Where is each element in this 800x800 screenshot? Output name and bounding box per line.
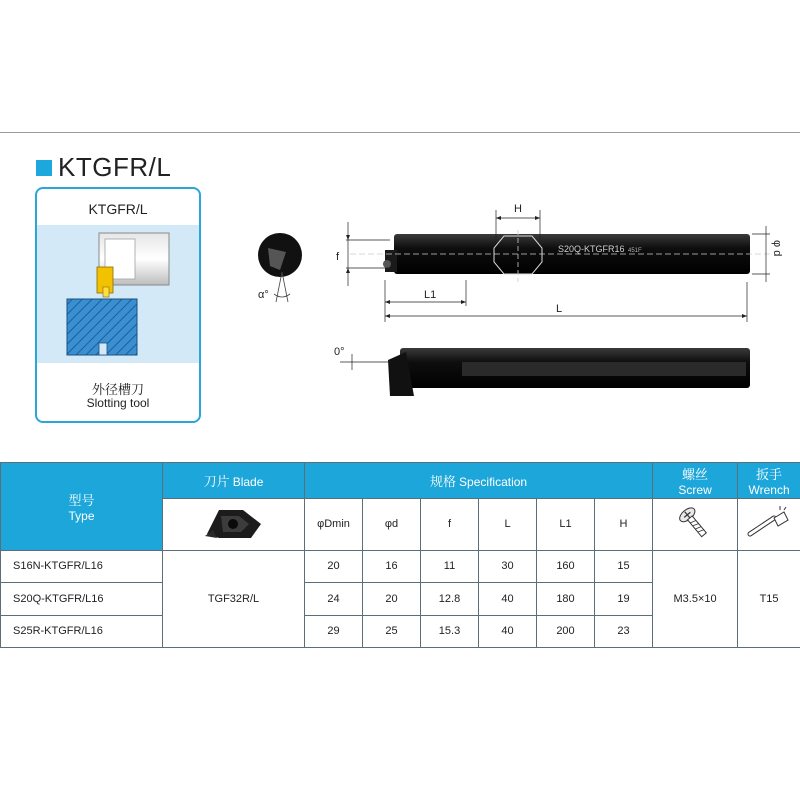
spec-col-f: f (421, 498, 479, 550)
blade-insert-icon (199, 504, 269, 544)
d-label: φ d (771, 240, 783, 257)
row-value: 40 (479, 615, 537, 647)
specification-table (0, 462, 800, 648)
profile-model-label: KTGFR/L (88, 201, 148, 217)
spec-header (305, 463, 653, 499)
row-value: 29 (305, 615, 363, 647)
row-value: 15 (595, 550, 653, 582)
l-label: L (556, 303, 563, 315)
wrench-header (738, 463, 800, 499)
screw-header-en: Screw (678, 482, 712, 497)
table-row (1, 550, 800, 582)
row-value: 24 (305, 583, 363, 615)
heading-square-icon (36, 160, 52, 176)
row-value: 15.3 (421, 615, 479, 647)
blade-header-en: Blade (232, 474, 264, 489)
row-value: 16 (363, 550, 421, 582)
alpha-angle-label: α° (258, 289, 269, 301)
row-value: 20 (305, 550, 363, 582)
bar-marking: S20Q-KTGFR16 (558, 244, 625, 254)
row-value: 20 (363, 583, 421, 615)
heading-title: KTGFR/L (58, 152, 172, 182)
type-header-cn: 型号 (68, 492, 95, 508)
blade-header (163, 463, 305, 499)
torx-wrench-icon (744, 504, 794, 544)
dimension-l (385, 280, 747, 322)
row-type: S25R-KTGFR/L16 (1, 615, 163, 647)
blade-header-cn: 刀片 (203, 473, 230, 489)
profile-caption-cn: 外径槽刀 (91, 382, 144, 397)
type-header-en: Type (68, 508, 95, 523)
wrench-image-cell (738, 498, 800, 550)
row-value: 12.8 (421, 583, 479, 615)
spec-header-en: Specification (459, 474, 528, 489)
bar-small-mark: 451F (628, 248, 642, 254)
end-view (258, 233, 302, 302)
tool-profile-box (35, 187, 201, 423)
profile-caption-en: Slotting tool (86, 396, 150, 410)
side-view-bar (334, 346, 750, 396)
top-view-bar (350, 230, 770, 282)
screw-value: M3.5×10 (653, 550, 738, 647)
blade-value: TGF32R/L (163, 550, 305, 647)
technical-drawing (240, 190, 800, 420)
spec-col-l1: L1 (537, 498, 595, 550)
spec-col-d: φd (363, 498, 421, 550)
spec-col-dmin: φDmin (305, 498, 363, 550)
screw-icon (675, 504, 715, 544)
row-value: 200 (537, 615, 595, 647)
l1-label: L1 (424, 289, 437, 301)
top-divider (0, 132, 800, 133)
screw-header-cn: 螺丝 (682, 466, 709, 482)
wrench-header-en: Wrench (748, 482, 790, 497)
row-value: 19 (595, 583, 653, 615)
row-value: 160 (537, 550, 595, 582)
row-value: 11 (421, 550, 479, 582)
spec-col-l: L (479, 498, 537, 550)
f-label: f (336, 251, 340, 263)
spec-col-h: H (595, 498, 653, 550)
blade-image-cell (163, 498, 305, 550)
page-bottom-space (0, 648, 800, 800)
row-value: 25 (363, 615, 421, 647)
h-label: H (514, 203, 522, 215)
row-type: S20Q-KTGFR/L16 (1, 583, 163, 615)
row-value: 180 (537, 583, 595, 615)
workpiece-illustration (37, 225, 199, 363)
row-type: S16N-KTGFR/L16 (1, 550, 163, 582)
row-value: 23 (595, 615, 653, 647)
type-header (1, 463, 163, 551)
zero-angle-label: 0° (334, 346, 345, 358)
row-value: 30 (479, 550, 537, 582)
spec-header-cn: 规格 (429, 473, 456, 489)
screw-image-cell (653, 498, 738, 550)
section-heading (36, 152, 171, 183)
wrench-header-cn: 扳手 (756, 466, 783, 482)
screw-header (653, 463, 738, 499)
wrench-value: T15 (738, 550, 800, 647)
row-value: 40 (479, 583, 537, 615)
